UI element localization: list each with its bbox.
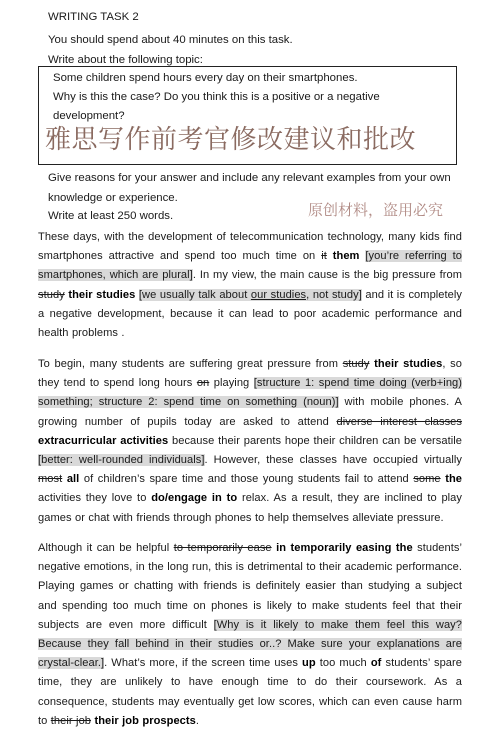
task-instruction-topic: Write about the following topic: bbox=[48, 54, 203, 66]
topic-line-3: development? bbox=[53, 110, 125, 122]
deleted-text: it bbox=[321, 250, 327, 263]
essay-paragraph-2 bbox=[38, 355, 462, 528]
inserted-correction: extracurricular activities bbox=[38, 434, 169, 447]
topic-line-1: Some children spend hours every day on their smartphones. bbox=[53, 72, 358, 84]
deleted-text: their job bbox=[50, 714, 92, 727]
essay-text: To begin, many students are suffering great pressure from bbox=[38, 358, 343, 370]
essay-text: because their parents hope their children can be versatile bbox=[168, 434, 463, 447]
essay-text: and it is completely a negative development, because it can lead to poor academic performance and health problems . bbox=[38, 288, 462, 340]
essay-text: Although it can be helpful bbox=[38, 542, 174, 554]
deleted-text: to temporarily ease bbox=[173, 542, 272, 554]
essay-text: . However, these classes have occupied virtually bbox=[204, 454, 462, 467]
inserted-correction: their studies bbox=[68, 288, 136, 301]
topic-line-2: Why is this the case? Do you think this is a positive or a negative bbox=[53, 91, 380, 103]
inserted-correction: of bbox=[370, 657, 382, 670]
chinese-title-overlay: 雅思写作前考官修改建议和批改 bbox=[45, 125, 417, 155]
inserted-correction: their studies bbox=[374, 358, 443, 370]
guidance-line-1: Give reasons for your answer and include any relevant examples from your own bbox=[48, 172, 451, 184]
essay-text: too much bbox=[315, 657, 371, 670]
inserted-correction: in temporarily easing the bbox=[276, 542, 413, 554]
deleted-text: study bbox=[38, 288, 65, 301]
examiner-comment: [Why is it likely to make them feel this way? Because they fall behind in their studies or..? Make sure your explanations are crystal-clear.] bbox=[38, 618, 462, 670]
essay-paragraph-1 bbox=[38, 228, 462, 343]
inserted-correction: them bbox=[332, 250, 360, 263]
guidance-line-2: knowledge or experience. bbox=[48, 192, 178, 204]
essay-text: . In my view, the main cause is the big pressure from bbox=[192, 269, 462, 282]
task-title: WRITING TASK 2 bbox=[48, 11, 139, 23]
essay-text: of children’s spare time and those young students fail to attend bbox=[79, 473, 414, 486]
essay-text: activities they love to bbox=[38, 492, 152, 505]
topic-box bbox=[38, 66, 457, 165]
essay-text: . What’s more, if the screen time uses bbox=[104, 657, 303, 670]
inserted-correction: their job prospects bbox=[94, 714, 196, 727]
inserted-correction: do/engage in to bbox=[151, 492, 238, 505]
inserted-correction: the bbox=[445, 473, 462, 486]
essay-text: playing bbox=[209, 377, 254, 390]
essay-text: . bbox=[195, 714, 200, 727]
inserted-correction: up bbox=[302, 657, 316, 670]
deleted-text: diverse interest classes bbox=[336, 415, 462, 428]
examiner-comment: [better: well-rounded individuals] bbox=[38, 454, 205, 467]
essay-text: relax. As a result, they are inclined to play games or chat with friends through phones to help themselves alleviate pressure. bbox=[38, 492, 463, 524]
examiner-comment: [you’re referring to smartphones, which are plural] bbox=[38, 250, 463, 282]
essay-text: These days, with the development of telecommunication technology, many kids find smartphones attractive and spend too much time on bbox=[38, 231, 462, 263]
deleted-text: most bbox=[38, 473, 63, 486]
inserted-correction: all bbox=[66, 473, 80, 486]
deleted-text: study bbox=[342, 358, 370, 370]
essay-text: , so they tend to spend long hours bbox=[38, 358, 462, 390]
examiner-comment: [structure 1: spend time doing (verb+ing) something; structure 2: spend time on something (noun)] bbox=[38, 377, 463, 409]
deleted-text: some bbox=[413, 473, 441, 486]
essay-text: students’ spare time, they are unlikely to have enough time to do their coursework. As a consequence, students may eventually get low scores, which can even cause harm to bbox=[38, 657, 462, 727]
essay-text: students’ negative emotions, in the long run, this is detrimental to their academic performance. Playing games or chatting with friends is definitely easier than studying a subject and spending too much time on phones is likely to make students feel that their subjects are even more difficult bbox=[38, 542, 462, 631]
guidance-word-count: Write at least 250 words. bbox=[48, 210, 174, 222]
task-instruction-time: You should spend about 40 minutes on this task. bbox=[48, 34, 293, 46]
deleted-text: on bbox=[196, 377, 210, 390]
examiner-comment: [we usually talk about bbox=[138, 288, 251, 301]
essay-paragraph-3 bbox=[38, 539, 462, 731]
examiner-comment: our studies bbox=[250, 288, 307, 301]
essay-text: with mobile phones. A growing number of pupils today are asked to attend bbox=[38, 396, 462, 428]
watermark-text: 原创材料，盗用必究 bbox=[308, 201, 444, 219]
examiner-comment: , not study] bbox=[306, 288, 362, 301]
